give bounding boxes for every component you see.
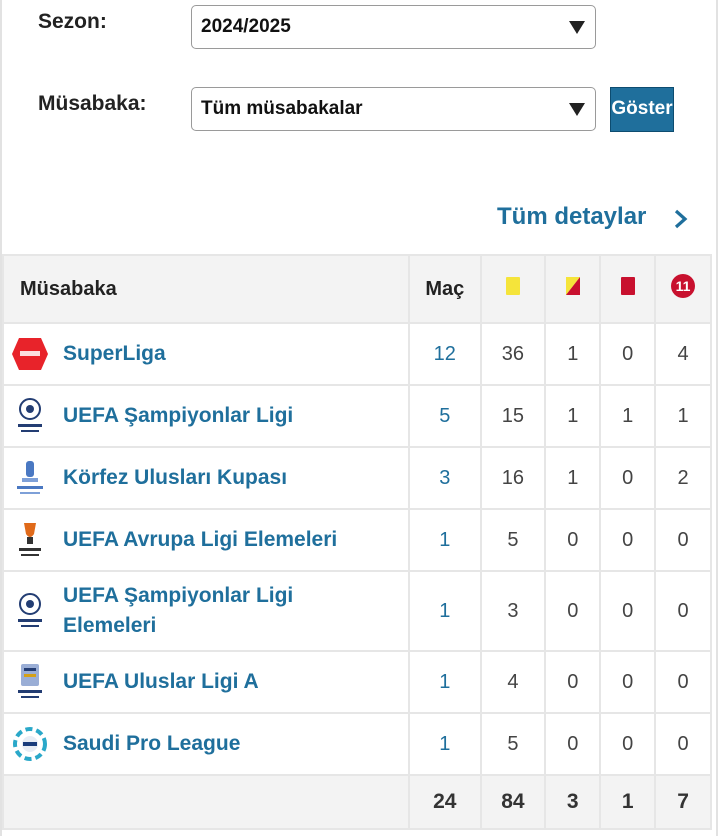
competition-name[interactable]: UEFA Avrupa Ligi Elemeleri — [63, 528, 338, 551]
second-yellow-cell: 0 — [545, 651, 600, 713]
yellow-red-card-icon — [565, 276, 581, 296]
competition-select[interactable] — [191, 87, 596, 131]
competition-name[interactable]: Saudi Pro League — [63, 732, 241, 755]
gulf-cup-logo-icon[interactable] — [11, 456, 49, 500]
red-cell: 0 — [600, 713, 655, 775]
yellow-cell: 4 — [481, 651, 546, 713]
own-goals-cell: 4 — [655, 323, 711, 385]
competition-name[interactable]: UEFA Uluslar Ligi A — [63, 670, 259, 693]
yellow-cell: 36 — [481, 323, 546, 385]
all-details-link[interactable]: Tüm detaylar — [497, 203, 647, 230]
competition-select-value: Tüm müsabakalar — [201, 98, 363, 119]
second-yellow-cell: 1 — [545, 323, 600, 385]
matches-cell[interactable]: 1 — [409, 651, 480, 713]
table-row — [3, 509, 711, 571]
matches-cell[interactable]: 3 — [409, 447, 480, 509]
chevron-down-icon — [569, 103, 585, 116]
table-row — [3, 385, 711, 447]
own-goal-icon — [670, 273, 696, 299]
total-red: 1 — [600, 775, 655, 829]
red-cell: 1 — [600, 385, 655, 447]
red-cell: 0 — [600, 509, 655, 571]
matches-cell[interactable]: 1 — [409, 713, 480, 775]
totals-label-cell — [3, 775, 409, 829]
own-goals-cell: 0 — [655, 571, 711, 651]
total-own-goals: 7 — [655, 775, 711, 829]
yellow-cell: 5 — [481, 509, 546, 571]
header-competition: Müsabaka — [3, 255, 409, 323]
season-select-value: 2024/2025 — [201, 16, 291, 37]
chevron-right-icon[interactable] — [672, 208, 690, 230]
competition-label: Müsabaka: — [38, 92, 147, 115]
show-button[interactable]: Göster — [610, 87, 674, 132]
saudi-pro-league-logo-icon[interactable] — [11, 722, 49, 766]
total-matches: 24 — [409, 775, 480, 829]
yellow-cell: 5 — [481, 713, 546, 775]
matches-cell[interactable]: 1 — [409, 509, 480, 571]
second-yellow-cell: 0 — [545, 571, 600, 651]
total-yellow: 84 — [481, 775, 546, 829]
yellow-cell: 16 — [481, 447, 546, 509]
own-goal-icon-text: 11 — [675, 278, 691, 294]
header-yellow-card — [481, 255, 546, 323]
total-second-yellow: 3 — [545, 775, 600, 829]
nations-league-logo-icon[interactable] — [11, 660, 49, 704]
own-goals-cell: 1 — [655, 385, 711, 447]
red-cell: 0 — [600, 323, 655, 385]
second-yellow-cell: 0 — [545, 713, 600, 775]
europa-league-logo-icon[interactable] — [11, 518, 49, 562]
competition-name[interactable]: SuperLiga — [63, 342, 166, 365]
table-row — [3, 447, 711, 509]
yellow-card-icon — [505, 276, 521, 296]
competition-name[interactable]: UEFA Şampiyonlar Ligi — [63, 404, 294, 427]
own-goals-cell: 0 — [655, 509, 711, 571]
matches-cell[interactable]: 12 — [409, 323, 480, 385]
table-header-row — [3, 255, 711, 323]
own-goals-cell: 0 — [655, 713, 711, 775]
second-yellow-cell: 1 — [545, 385, 600, 447]
own-goals-cell: 0 — [655, 651, 711, 713]
red-cell: 0 — [600, 571, 655, 651]
table-row — [3, 323, 711, 385]
header-red-card — [600, 255, 655, 323]
season-select[interactable] — [191, 5, 596, 49]
totals-row — [3, 775, 711, 829]
table-row — [3, 571, 711, 651]
table-row — [3, 713, 711, 775]
red-cell: 0 — [600, 651, 655, 713]
red-card-icon — [620, 276, 636, 296]
table-row — [3, 651, 711, 713]
header-matches: Maç — [409, 255, 480, 323]
champions-league-logo-icon[interactable] — [11, 589, 49, 633]
matches-cell[interactable]: 1 — [409, 571, 480, 651]
champions-league-logo-icon[interactable] — [11, 394, 49, 438]
superliga-logo-icon[interactable] — [11, 332, 49, 376]
header-second-yellow — [545, 255, 600, 323]
yellow-cell: 3 — [481, 571, 546, 651]
own-goals-cell: 2 — [655, 447, 711, 509]
yellow-cell: 15 — [481, 385, 546, 447]
matches-cell[interactable]: 5 — [409, 385, 480, 447]
competition-name[interactable]: Körfez Ulusları Kupası — [63, 466, 288, 489]
season-label: Sezon: — [38, 10, 107, 33]
second-yellow-cell: 0 — [545, 509, 600, 571]
header-own-goals — [655, 255, 711, 323]
competition-name[interactable]: UEFA Şampiyonlar Ligi Elemeleri — [63, 584, 294, 637]
second-yellow-cell: 1 — [545, 447, 600, 509]
stats-table — [2, 254, 712, 830]
red-cell: 0 — [600, 447, 655, 509]
chevron-down-icon — [569, 21, 585, 34]
